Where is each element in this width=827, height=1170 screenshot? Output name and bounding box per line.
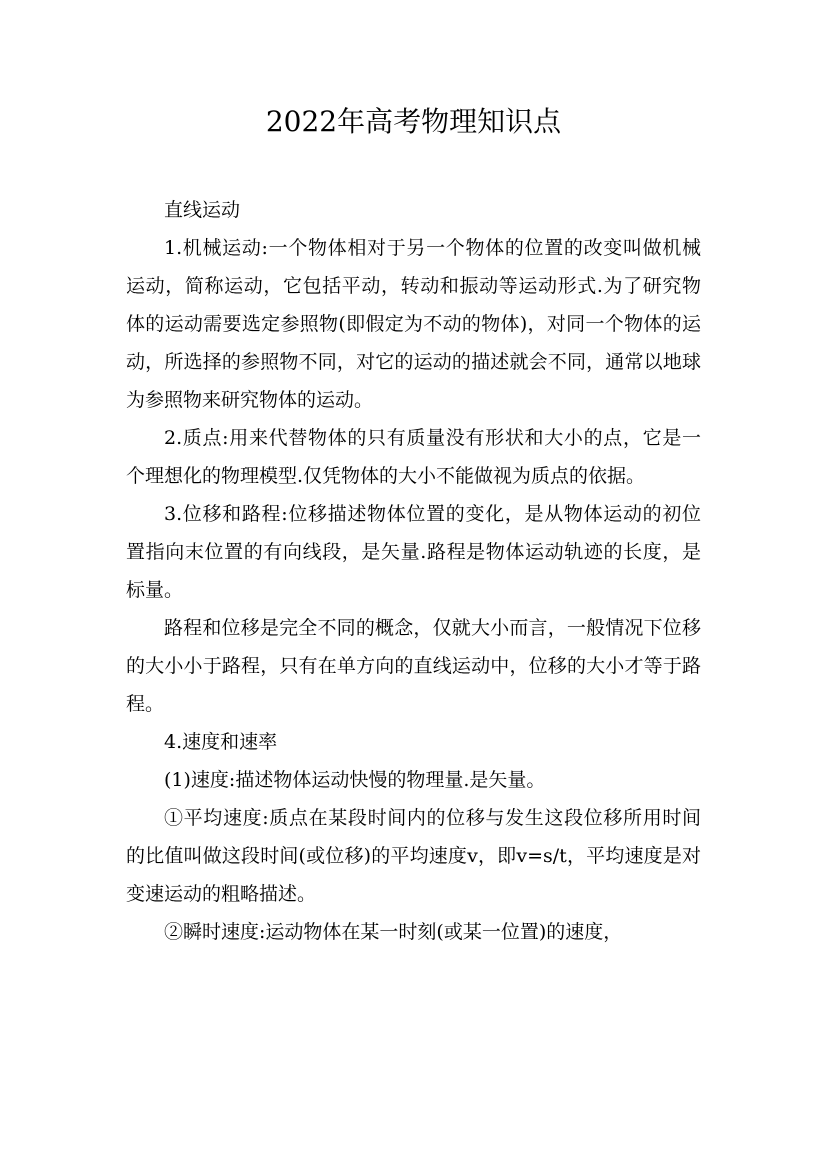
subsection-heading: 4.速度和速率 — [164, 731, 278, 753]
paragraph: (1)速度:描述物体运动快慢的物理量.是矢量。 — [164, 769, 546, 791]
section-heading: 直线运动 — [164, 199, 241, 221]
paragraph: 3.位移和路程:位移描述物体位置的变化，是从物体运动的初位置指向末位置的有向线段，是矢量.路程是物体运动轨迹的长度，是标量。 — [126, 503, 701, 601]
paragraph: ①平均速度:质点在某段时间内的位移与发生这段位移所用时间的比值叫做这段时间(或位移)的平均速度v，即v=s/t，平均速度是对变速运动的粗略描述。 — [126, 807, 701, 905]
paragraph: 2.质点:用来代替物体的只有质量没有形状和大小的点，它是一个理想化的物理模型.仅凭物体的大小不能做视为质点的依据。 — [126, 427, 701, 487]
paragraph: ②瞬时速度:运动物体在某一时刻(或某一位置)的速度， — [164, 921, 623, 943]
document-body — [126, 191, 701, 951]
paragraph: 路程和位移是完全不同的概念，仅就大小而言，一般情况下位移的大小小于路程，只有在单方向的直线运动中，位移的大小才等于路程。 — [126, 617, 701, 715]
paragraph: 1.机械运动:一个物体相对于另一个物体的位置的改变叫做机械运动，简称运动，它包括平动，转动和振动等运动形式.为了研究物体的运动需要选定参照物(即假定为不动的物体)，对同一个物体的运动，所选择的参照物不同，对它的运动的描述就会不同，通常以地球为参照物来研究物体的运动。 — [126, 237, 701, 411]
page-title: 2022年高考物理知识点 — [265, 105, 562, 138]
